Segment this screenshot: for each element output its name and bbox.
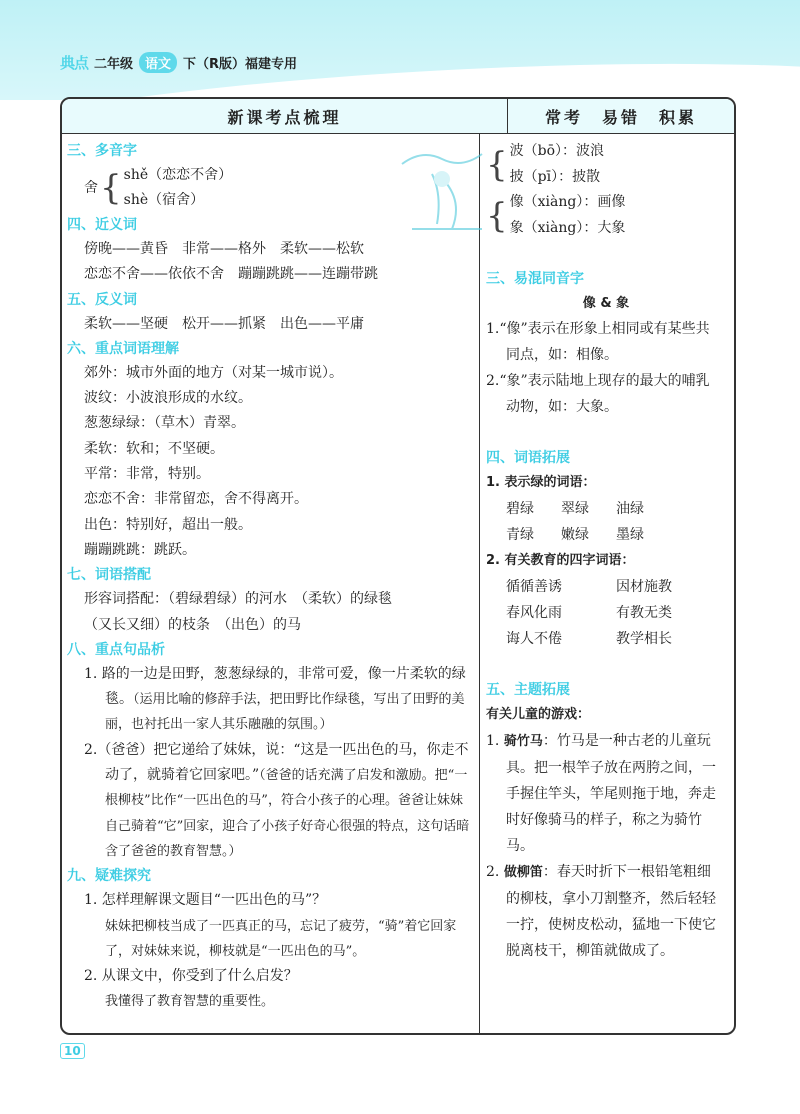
sentence-analysis [67,738,471,864]
text-line: 柔软——坚硬 松开——抓紧 出色——平庸 [84,315,364,332]
definition: 恋恋不舍：非常留恋，舍不得离开。 [84,491,308,508]
item-title: 做柳笛 [503,865,543,880]
section-title: 三、易混同音字 [486,271,584,287]
subheading: 像 & 象 [582,296,630,311]
char-pair: { 像（xiàng）：画像 象（xiàng）：大象 [486,190,726,241]
definition: 柔软：软和；不坚硬。 [84,440,224,457]
right-column-title: 常考 易错 积累 [544,107,697,127]
word: 翠绿 [561,501,589,517]
sentence: 1. 路的一边是田野，葱葱绿绿的，非常可爱，像一片柔软的绿毯。 [84,665,466,708]
word: 青绿 [506,527,534,543]
word: 嫩绿 [561,527,589,543]
item-text: ：竹马是一种古老的儿童玩具。把一根竿子放在两胯之间，一手握住竿头，竿尾则拖于地，奔走时好像骑马的样子，称之为骑竹马。 [506,733,716,854]
question: 1. 怎样理解课文题目“一匹出色的马”？ [84,892,327,909]
definition: 波纹：小波浪形成的水纹。 [84,390,252,407]
char-entry: 像（xiàng）：画像 [509,194,626,210]
note: （运用比喻的修辞手法，把田野比作绿毯，写出了田野的美丽，也衬托出一家人其乐融融的氛围。） [105,692,465,733]
section-title: 九、疑难探究 [67,868,151,885]
polyphone: 舍 { shě（恋恋不舍） shè（宿舍） [67,163,471,213]
definition: 郊外：城市外面的地方（对某一城市说）。 [84,364,343,381]
question: 2. 从课文中，你受到了什么启发？ [84,968,298,985]
word: 油绿 [616,501,644,517]
word: 墨绿 [616,527,644,543]
definition: 平常：非常，特别。 [84,466,210,483]
answer: 我懂得了教育智慧的重要性。 [105,994,275,1010]
polyphone-char: 舍 [84,179,98,196]
subheading: 2. 有关教育的四字词语： [486,553,635,568]
subheading: 有关儿童的游戏： [486,707,591,722]
illustration-icon [392,144,492,234]
section-title: 四、近义词 [67,217,137,233]
word-grid [486,496,726,548]
sentence: 2.（爸爸）把它递给了妹妹，说：“这是一匹出色的马，你走不动了，就骑着它回家吧。” [84,741,469,784]
section-title: 四、词语拓展 [486,450,570,466]
section-title: 五、反义词 [67,291,137,308]
item-title: 骑竹马 [503,734,543,749]
item-text: ：春天时折下一根铅笔粗细的柳枝，拿小刀割整齐，然后轻轻一拧，使树皮松动，猛地一下使它脱离枝干，柳笛就做成了。 [506,864,716,959]
reading: shě（恋恋不舍） [123,167,233,183]
text-line: （又长又细）的枝条 （出色）的马 [84,616,301,633]
section-title: 三、多音字 [67,143,137,159]
word: 教学相长 [616,631,672,647]
section-title: 七、词语搭配 [67,567,151,584]
char-entry: 披（pī）：披散 [509,168,601,185]
left-column [62,134,480,1033]
text-line: 形容词搭配：（碧绿碧绿）的河水 （柔软）的绿毯 [84,591,392,608]
definition: 葱葱绿绿：（草木）青翠。 [84,415,245,432]
char-entry: 波（bō）：波浪 [509,143,605,159]
word: 春风化雨 [506,605,562,621]
word: 有教无类 [616,605,672,621]
right-column [480,134,734,1033]
left-column-title: 新课考点梳理 [62,99,508,133]
subheading: 1. 表示绿的词语： [486,475,596,490]
section-title: 五、主题拓展 [486,682,570,698]
note: （爸爸的话充满了启发和激励。把“一根柳枝”比作“一匹出色的马”，符合小孩子的心理。爸爸让妹妹自己骑着“它”回家，迎合了小孩子好奇心很强的特点，这句话暗含了爸爸的教育智慧。） [105,768,470,859]
list-item: 2. 做柳笛：春天时折下一根铅笔粗细的柳枝，拿小刀割整齐，然后轻轻一拧，使树皮松动，猛地一下使它脱离枝干，柳笛就做成了。 [486,864,716,959]
grade: 二年级 [94,57,134,72]
definition: 蹦蹦跳跳：跳跃。 [84,541,196,558]
answer: 妹妹把柳枝当成了一匹真正的马，忘记了疲劳，“骑”着它回家了，对妹妹来说，柳枝就是“一匹出色的马”。 [105,918,457,959]
list-item: 1. 骑竹马：竹马是一种古老的儿童玩具。把一根竿子放在两胯之间，一手握住竿头，竿尾则拖于地，奔走时好像骑马的样子，称之为骑竹马。 [486,733,716,854]
word: 因材施教 [616,579,672,595]
edition: 下（R版）福建专用 [183,57,298,72]
brand-logo: 典点 [60,54,89,72]
section-title: 八、重点句品析 [67,641,165,658]
char-pair: { 波（bō）：波浪 披（pī）：披散 [486,139,726,190]
list-item: 2.“象”表示陆地上现存的最大的哺乳动物，如：大象。 [486,373,710,415]
reading: shè（宿舍） [123,192,205,208]
definition: 出色：特别好，超出一般。 [84,516,252,533]
word: 碧绿 [506,501,534,517]
content-table [60,97,736,1035]
running-header [60,52,297,73]
section-title: 六、重点词语理解 [67,340,179,357]
word-grid [486,574,726,652]
word: 诲人不倦 [506,631,562,647]
text-line: 恋恋不舍——依依不舍 蹦蹦跳跳——连蹦带跳 [84,266,378,283]
subject-badge: 语文 [139,52,177,73]
sentence-analysis [67,662,471,738]
word: 循循善诱 [506,579,562,595]
text-line: 傍晚——黄昏 非常——格外 柔软——松软 [84,241,364,257]
page-number: 10 [60,1043,85,1059]
list-item: 1.“像”表示在形象上相同或有某些共同点，如：相像。 [486,321,710,363]
char-entry: 象（xiàng）：大象 [509,219,626,236]
